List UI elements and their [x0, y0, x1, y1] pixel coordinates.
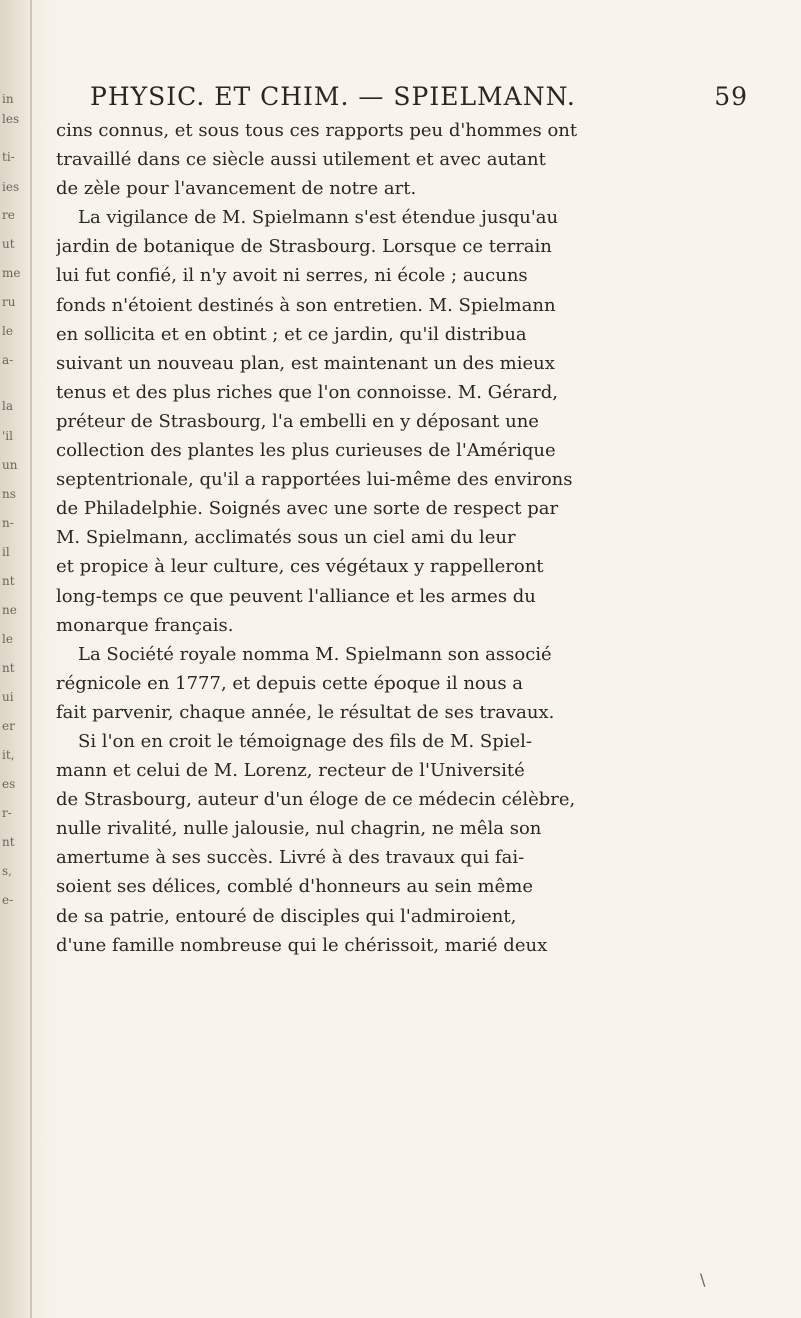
body-text — [56, 116, 750, 960]
text-line: d'une famille nombreuse qui le chérissoit, marié deux — [56, 934, 548, 956]
margin-fragment: un — [2, 458, 18, 472]
text-line: tenus et des plus riches que l'on connoisse. M. Gérard, — [56, 381, 558, 403]
margin-fragment: r- — [2, 806, 12, 820]
margin-fragment: it, — [2, 748, 15, 762]
text-line: La vigilance de M. Spielmann s'est étendue jusqu'au — [78, 207, 559, 229]
text-line: cins connus, et sous tous ces rapports peu d'hommes ont — [56, 120, 578, 141]
margin-fragment: ti- — [2, 150, 15, 164]
margin-fragment: ui — [2, 690, 14, 704]
text-line: Si l'on en croit le témoignage des fils de M. Spiel- — [78, 730, 533, 752]
margin-fragment: le — [2, 632, 13, 646]
margin-fragment: e- — [2, 893, 14, 907]
text-line: mann et celui de M. Lorenz, recteur de l'Université — [56, 760, 525, 782]
text-line: La Société royale nomma M. Spielmann son associé — [78, 643, 552, 665]
text-line: de zèle pour l'avancement de notre art. — [56, 178, 417, 200]
margin-fragment: il — [2, 545, 10, 559]
text-line: monarque français. — [56, 614, 234, 636]
margin-fragment: er — [2, 719, 15, 733]
text-line: suivant un nouveau plan, est maintenant un des mieux — [56, 352, 555, 374]
text-line: fait parvenir, chaque année, le résultat de ses travaux. — [56, 701, 555, 723]
margin-fragment: ies — [2, 180, 20, 194]
running-title: PHYSIC. ET CHIM. — SPIELMANN. — [90, 82, 576, 111]
margin-fragment: ns — [2, 487, 16, 501]
text-line: de Strasbourg, auteur d'un éloge de ce médecin célèbre, — [56, 789, 576, 811]
text-line: jardin de botanique de Strasbourg. Lorsque ce terrain — [56, 236, 552, 258]
margin-fragment: le — [2, 324, 13, 338]
margin-fragment: s, — [2, 864, 12, 878]
text-line: M. Spielmann, acclimatés sous un ciel ami du leur — [56, 527, 516, 549]
text-line: fonds n'étoient destinés à son entretien. M. Spielmann — [56, 294, 556, 316]
text-line: travaillé dans ce siècle aussi utilement et avec autant — [56, 149, 546, 171]
margin-fragment: in — [2, 92, 14, 106]
margin-fragment: nt — [2, 835, 15, 849]
left-margin-gutter — [0, 0, 32, 1318]
stray-pencil-mark: \ — [700, 1270, 706, 1289]
text-line: et propice à leur culture, ces végétaux y rappelleront — [56, 556, 544, 578]
text-line: septentrionale, qu'il a rapportées lui-même des environs — [56, 469, 573, 491]
margin-fragment: me — [2, 266, 21, 280]
page-number: 59 — [714, 82, 748, 111]
text-line: nulle rivalité, nulle jalousie, nul chagrin, ne mêla son — [56, 818, 542, 840]
margin-fragment: la — [2, 399, 13, 413]
text-line: soient ses délices, comblé d'honneurs au sein même — [56, 876, 533, 898]
text-line: en sollicita et en obtint ; et ce jardin, qu'il distribua — [56, 323, 527, 345]
margin-fragment: ne — [2, 603, 17, 617]
margin-fragment: 'il — [2, 429, 13, 443]
text-line: amertume à ses succès. Livré à des travaux qui fai- — [56, 847, 525, 869]
margin-fragment: n- — [2, 516, 14, 530]
margin-fragment: nt — [2, 574, 15, 588]
margin-fragment: es — [2, 777, 16, 791]
text-line: régnicole en 1777, et depuis cette époque il nous a — [56, 672, 524, 694]
margin-fragment: ut — [2, 237, 15, 251]
margin-fragment: ru — [2, 295, 16, 309]
text-line: long-temps ce que peuvent l'alliance et les armes du — [56, 585, 536, 607]
margin-fragment: les — [2, 112, 20, 126]
text-line: préteur de Strasbourg, l'a embelli en y déposant une — [56, 410, 539, 432]
margin-fragment: a- — [2, 353, 14, 367]
margin-fragment: nt — [2, 661, 15, 675]
text-line: collection des plantes les plus curieuses de l'Amérique — [56, 440, 556, 462]
text-line: de sa patrie, entouré de disciples qui l'admiroient, — [56, 905, 517, 927]
text-line: de Philadelphie. Soignés avec une sorte de respect par — [56, 498, 559, 520]
margin-fragment: re — [2, 208, 15, 222]
text-line: lui fut confié, il n'y avoit ni serres, ni école ; aucuns — [56, 265, 528, 287]
running-header — [90, 80, 750, 114]
